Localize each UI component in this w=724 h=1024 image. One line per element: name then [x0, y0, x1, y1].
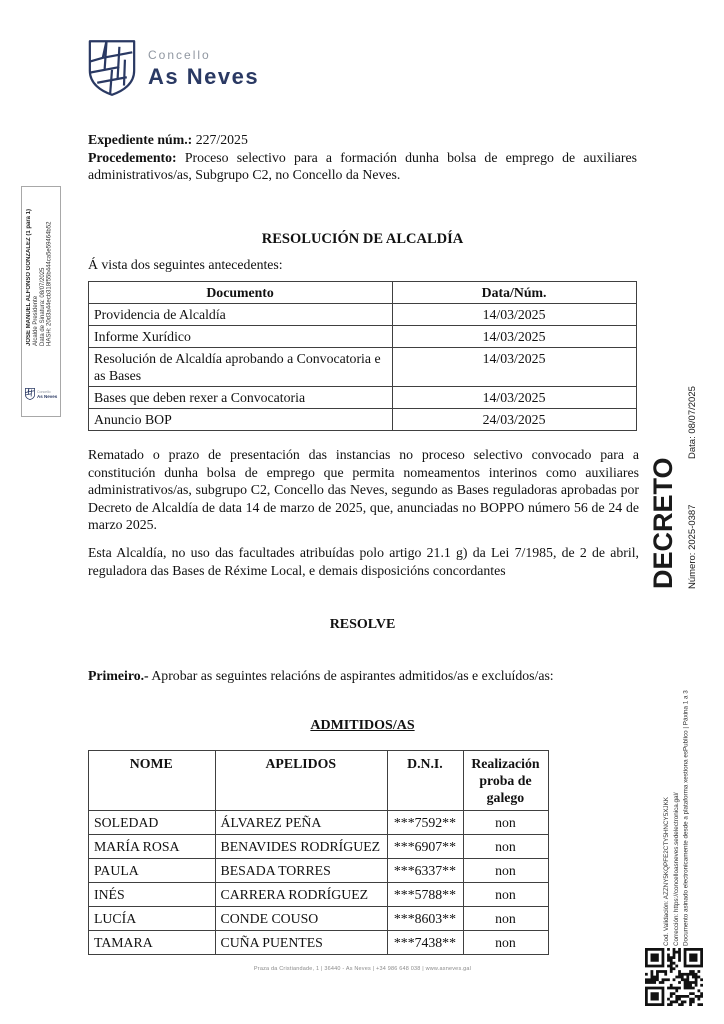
decreto-label: DECRETO — [648, 457, 678, 589]
cell-data: 14/03/2025 — [393, 387, 637, 409]
cell-apelidos: CARRERA RODRÍGUEZ — [215, 883, 388, 907]
cell-data: 14/03/2025 — [393, 304, 637, 326]
cell-apelidos: BESADA TORRES — [215, 859, 388, 883]
signer-name: JOSE MANUEL ALFONSO GONZALEZ (1 para 1) — [26, 208, 32, 346]
col-header-apelidos: APELIDOS — [215, 751, 388, 811]
table-row — [89, 811, 549, 835]
logo-subtitle: Concello — [148, 48, 211, 62]
expediente-label: Expediente núm.: — [88, 132, 193, 147]
cell-documento: Bases que deben rexer a Convocatoria — [89, 387, 393, 409]
col-header-proba: Realización proba de galego — [463, 751, 548, 811]
cell-nome: PAULA — [89, 859, 216, 883]
signature-hash: HASH: 20d3a44ecb318f55b444ca5e59464b52 — [46, 221, 53, 346]
stamp-logo-subtitle: Concello — [37, 389, 51, 394]
cell-nome: INÉS — [89, 883, 216, 907]
signer-role: Alcalde Presidente — [32, 295, 39, 346]
validation-note: Documento asinado electronicamente desde a plataforma xestiona esPublico | Páxina 1 a 3 — [682, 690, 690, 946]
cell-apelidos: CUÑA PUENTES — [215, 931, 388, 955]
cell-data: 14/03/2025 — [393, 326, 637, 348]
resolution-title: RESOLUCIÓN DE ALCALDÍA — [261, 231, 464, 247]
col-header-nome: NOME — [89, 751, 216, 811]
table-row — [89, 348, 637, 387]
cell-proba: non — [463, 811, 548, 835]
cell-nome: TAMARA — [89, 931, 216, 955]
procedemento-label: Procedemento: — [88, 149, 177, 165]
admitidos-table — [88, 750, 549, 955]
cell-proba: non — [463, 907, 548, 931]
primeiro-label: Primeiro.- — [88, 668, 149, 683]
table-header-row — [89, 751, 549, 811]
validation-url: Corrección: https://concelloasneves.sedelectronica.gal/ — [672, 792, 680, 946]
table-row — [89, 304, 637, 326]
stamp-mini-logo — [25, 388, 57, 400]
procedemento-line — [88, 149, 637, 184]
col-header-documento: Documento — [89, 282, 393, 304]
table-row — [89, 326, 637, 348]
cell-apelidos: BENAVIDES RODRÍGUEZ — [215, 835, 388, 859]
primeiro-text: Aprobar as seguintes relacións de aspirantes admitidos/as e excluídos/as: — [148, 668, 554, 683]
cell-data: 24/03/2025 — [393, 409, 637, 431]
table-row — [89, 835, 549, 859]
decreto-date: Data: 08/07/2025 — [687, 386, 698, 459]
cell-apelidos: ÁLVAREZ PEÑA — [215, 811, 388, 835]
antecedentes-table — [88, 281, 637, 431]
admitidos-heading — [88, 718, 637, 734]
decreto-number: Número: 2025-0387 — [687, 504, 698, 589]
expediente-line — [88, 131, 637, 149]
cell-dni: ***7592** — [388, 811, 464, 835]
cell-documento: Resolución de Alcaldía aprobando a Convocatoria e as Bases — [89, 348, 393, 387]
table-row — [89, 931, 549, 955]
stamp-logo-title: As Neves — [37, 393, 58, 399]
concello-logo — [88, 38, 259, 98]
cell-dni: ***6907** — [388, 835, 464, 859]
cell-documento: Anuncio BOP — [89, 409, 393, 431]
cell-nome: MARÍA ROSA — [89, 835, 216, 859]
col-header-data: Data/Núm. — [393, 282, 637, 304]
cell-dni: ***7438** — [388, 931, 464, 955]
cell-apelidos: CONDE COUSO — [215, 907, 388, 931]
cell-dni: ***8603** — [388, 907, 464, 931]
expediente-value: 227/2025 — [192, 132, 248, 147]
procedemento-value: Proceso selectivo para a formación dunha bolsa de emprego de auxiliares administrativos/as, Subgrupo C2, no Concello da Neves. — [88, 149, 637, 182]
cell-documento: Providencia de Alcaldía — [89, 304, 393, 326]
table-row — [89, 387, 637, 409]
body-paragraph-2: Esta Alcaldía, no uso das facultades atribuídas polo artigo 21.1 g) da Lei 7/1985, de 2 de abril, reguladora das Bases de Réxime Local, e demais disposicións concordantes — [88, 545, 639, 578]
signature-stamp-text — [26, 196, 54, 346]
cell-nome: LUCÍA — [89, 907, 216, 931]
cell-dni: ***5788** — [388, 883, 464, 907]
page-footer-address: Praza da Cristiandade, 1 | 36440 - As Neves | +34 986 648 038 | www.asneves.gal — [253, 966, 472, 972]
expediente-block — [88, 131, 637, 184]
cell-proba: non — [463, 859, 548, 883]
primeiro-line — [88, 668, 637, 684]
shield-icon — [88, 38, 136, 98]
cell-documento: Informe Xurídico — [89, 326, 393, 348]
table-row — [89, 907, 549, 931]
qr-code — [645, 948, 703, 1006]
admitidos-heading-text: ADMITIDOS/AS — [310, 718, 415, 733]
table-header-row — [89, 282, 637, 304]
table-row — [89, 883, 549, 907]
cell-proba: non — [463, 883, 548, 907]
col-header-dni: D.N.I. — [388, 751, 464, 811]
cell-nome: SOLEDAD — [89, 811, 216, 835]
resolve-heading: RESOLVE — [329, 617, 396, 632]
table-row — [89, 409, 637, 431]
table-row — [89, 859, 549, 883]
signature-date: Data de Sinatura: 08/07/2025 — [39, 267, 46, 346]
cell-proba: non — [463, 931, 548, 955]
validation-block — [662, 608, 692, 946]
resolution-intro: Á vista dos seguintes antecedentes: — [88, 257, 283, 272]
validation-code: Cod. Validación: AZZNY5KQPFE2CTY5HNCY5XJKK — [663, 797, 670, 946]
cell-proba: non — [463, 835, 548, 859]
cell-dni: ***6337** — [388, 859, 464, 883]
body-paragraph-1: Rematado o prazo de presentación das instancias no proceso selectivo convocado para a constitución dunha bolsa de emprego que permita nomeamentos interinos como auxiliares administrativos/as, subgrupo C2, Concello das Neves, segundo as Bases reguladoras aprobadas por Decreto de Alcaldía de data 14 de marzo de 2025, que, anunciadas no BOPPO número 56 de 24 de marzo 2025. — [88, 447, 639, 533]
shield-icon — [25, 388, 35, 400]
logo-title: As Neves — [148, 64, 260, 89]
cell-data: 14/03/2025 — [393, 348, 637, 387]
